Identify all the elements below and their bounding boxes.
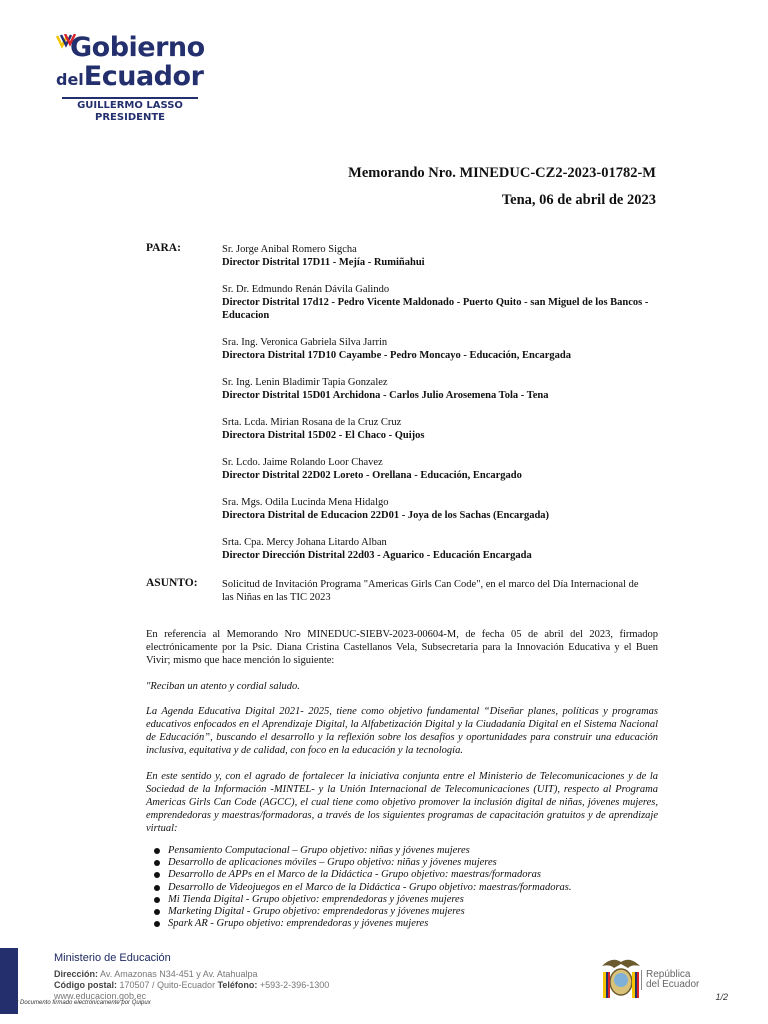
recipient-name: Sra. Ing. Veronica Gabriela Silva Jarrin: [222, 337, 388, 348]
bullet-icon: [154, 921, 160, 927]
recipient: [222, 416, 662, 442]
recipient-title: Directora Distrital de Educacion 22D01 - Joya de los Sachas (Encargada): [222, 510, 550, 521]
page-number: 1/2: [715, 992, 728, 1002]
logo-line-ecuador: [56, 61, 203, 92]
list-item: [146, 882, 572, 894]
list-item-text: Desarrollo de Videojuegos en el Marco de la Didáctica - Grupo objetivo: maestras/formadoras.: [168, 881, 572, 893]
recipient-title: Director Distrital 17d12 - Pedro Vicente Maldonado - Puerto Quito - san Miguel de los Bancos - Educacion: [222, 297, 649, 321]
coat-of-arms-icon: [598, 954, 644, 1004]
list-item-text: Pensamiento Computacional – Grupo objetivo: niñas y jóvenes mujeres: [168, 845, 470, 856]
list-item-text: Desarrollo de aplicaciones móviles – Grupo objetivo: niñas y jóvenes mujeres: [168, 857, 497, 869]
list-item: [146, 906, 572, 918]
list-item-text: Marketing Digital - Grupo objetivo: emprendedoras y jóvenes mujeres: [168, 906, 465, 918]
body-quote-paragraph: En este sentido y, con el agrado de fortalecer la iniciativa conjunta entre el Ministerio de Telecomunicaciones y de la Sociedad de la Información -MINTEL- y la Unión Internacional de Telecomunicaciones (UIT), respecto al Programa Americas Girls Can Code (AGCC), el cual tiene como objetivo promover la inclusión digital de niñas, jóvenes mujeres, emprendedoras y maestras/formadoras, a través de los siguientes programas de capacitación gratuitos y de aprendizaje virtual:: [146, 771, 658, 834]
body-quote-greeting: "Reciban un atento y cordial saludo.: [146, 681, 300, 692]
recipient-name: Sr. Ing. Lenin Bladimir Tapia Gonzalez: [222, 377, 388, 388]
recipient: [222, 536, 662, 562]
recipient: [222, 496, 662, 522]
footer-address-label: Dirección:: [54, 969, 99, 979]
recipient-name: Sr. Lcdo. Jaime Rolando Loor Chavez: [222, 457, 383, 468]
list-item: [146, 845, 572, 857]
body-quote-paragraph: La Agenda Educativa Digital 2021- 2025, tiene como objetivo fundamental “Diseñar planes, políticas y programas educativos enfocados en el Aprendizaje Digital, la Alfabetización Digital y la Ciudadanía Digital en el Sistema Nacional de Educación”, buscando el desarrollo y la reflexión sobre los desafíos y oportunidades para construir una educación inclusiva, equitativa y de calidad, con foco en la educación y la tecnología.: [146, 706, 658, 756]
footer-address-value: Av. Amazonas N34-451 y Av. Atahualpa: [98, 969, 258, 979]
list-item: [146, 869, 572, 881]
recipient-name: Srta. Cpa. Mercy Johana Litardo Alban: [222, 537, 387, 548]
footer-postal-value: 170507 / Quito-Ecuador: [117, 980, 218, 990]
recipient: [222, 243, 662, 269]
para-label: PARA:: [146, 242, 181, 254]
footer-address: [54, 969, 257, 979]
logo-ecuador: Ecuador: [83, 61, 204, 92]
recipient-name: Sr. Dr. Edmundo Renán Dávila Galindo: [222, 284, 390, 295]
recipient-name: Sr. Jorge Anibal Romero Sigcha: [222, 244, 357, 255]
recipient: [222, 456, 662, 482]
recipient-title: Directora Distrital 15D02 - El Chaco - Quijos: [222, 430, 425, 441]
recipient-title: Director Distrital 17D11 - Mejía - Rumiñahui: [222, 257, 425, 268]
republica-label: [641, 970, 699, 990]
list-item: [146, 918, 572, 930]
logo-line-gobierno: Gobierno: [70, 32, 205, 63]
footer-phone-value: +593-2-396-1300: [257, 980, 330, 990]
president-title: PRESIDENTE: [95, 112, 165, 123]
footer-postal-label: Código postal:: [54, 980, 117, 990]
gobierno-logo: [52, 32, 212, 127]
recipient-name: Srta. Lcda. Mirian Rosana de la Cruz Cruz: [222, 417, 402, 428]
footer-phone-label: Teléfono:: [217, 980, 258, 990]
recipient-title: Director Distrital 22D02 Loreto - Orellana - Educación, Encargado: [222, 470, 522, 481]
recipient: [222, 283, 662, 322]
footer-ministerio: Ministerio de Educación: [54, 952, 171, 964]
body-paragraph: En referencia al Memorando Nro MINEDUC-SIEBV-2023-00604-M, de fecha 05 de abril del 2023, firmadop electrónicamente por la Psic. Diana Cristina Castellanos Vela, Subsecretaria para la Innovación Educativa y el Buen Vivir; mismo que hace mención lo siguiente:: [146, 629, 658, 666]
president-name: GUILLERMO LASSO: [77, 100, 183, 111]
footer-postal: [54, 980, 329, 990]
republica-line-2: del Ecuador: [646, 979, 700, 990]
electronic-signature-note: * Documento firmado electrónicamente por Quipux: [16, 1000, 151, 1006]
memo-number: Memorando Nro. MINEDUC-CZ2-2023-01782-M: [348, 165, 656, 181]
recipient-name: Sra. Mgs. Odila Lucinda Mena Hidalgo: [222, 497, 389, 508]
asunto-text: Solicitud de Invitación Programa "Americas Girls Can Code", en el marco del Día Internacional de las Niñas en las TIC 2023: [222, 579, 639, 603]
bullet-icon: [154, 860, 160, 866]
list-item: [146, 894, 572, 906]
program-list: [146, 845, 572, 930]
recipient: [222, 336, 662, 362]
bullet-icon: [154, 909, 160, 915]
recipient-title: Director Distrital 15D01 Archidona - Carlos Julio Arosemena Tola - Tena: [222, 390, 549, 401]
bullet-icon: [154, 885, 160, 891]
memo-date: Tena, 06 de abril de 2023: [501, 192, 656, 208]
list-item: [146, 857, 572, 869]
republica-line-1: República: [646, 969, 691, 980]
recipient: [222, 376, 662, 402]
recipient-title: Directora Distrital 17D10 Cayambe - Pedro Moncayo - Educación, Encargada: [222, 350, 571, 361]
logo-del: del: [56, 70, 84, 89]
bullet-icon: [154, 872, 160, 878]
recipient-title: Director Dirección Distrital 22d03 - Aguarico - Educación Encargada: [222, 550, 532, 561]
list-item-text: Desarrollo de APPs en el Marco de la Didáctica - Grupo objetivo: maestras/formadoras: [168, 869, 541, 881]
bullet-icon: [154, 897, 160, 903]
list-item-text: Spark AR - Grupo objetivo: emprendedoras y jóvenes mujeres: [168, 918, 429, 930]
list-item-text: Mi Tienda Digital - Grupo objetivo: emprendedoras y jóvenes mujeres: [168, 893, 464, 905]
bullet-icon: [154, 848, 160, 854]
asunto-label: ASUNTO:: [146, 577, 198, 589]
footer-website[interactable]: www.educacion.gob.ec: [54, 991, 147, 1001]
logo-divider: [62, 97, 198, 99]
